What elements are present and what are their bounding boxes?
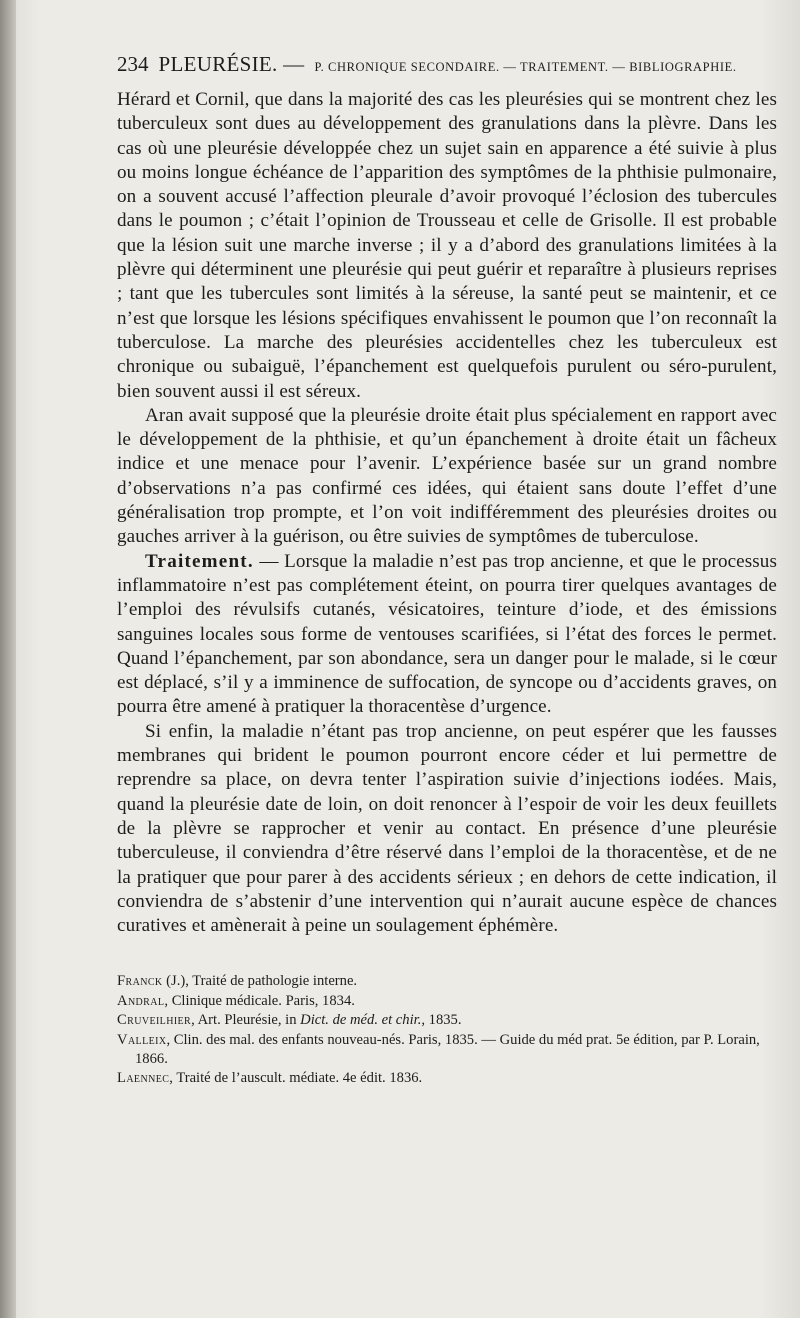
bib-text-end: , 1835.: [421, 1012, 462, 1029]
bib-text: , Traité de l’auscult. médiate. 4e édit. 1836.: [169, 1070, 423, 1087]
bib-author: Andral: [117, 992, 165, 1009]
bib-text: , Art. Pleurésie, in: [191, 1012, 301, 1029]
bib-entry: [117, 1069, 777, 1088]
paragraph-continued: Hérard et Cornil, que dans la majorité des cas les pleurésies qui se montrent chez les tuberculeux sont dues au développement des granulations dans la plèvre. Dans les cas où une pleurésie développée chez un sujet sain en apparence a été suivie à plus ou moins longue échéance de l’apparition des symptômes de la phthisie pulmonaire, on a souvent accusé l’affection pleurale d’avoir provoqué l’éclosion des tubercules dans le poumon ; c’était l’opinion de Trousseau et celle de Grisolle. Il est probable que la lésion suit une marche inverse ; il y a d’abord des granulations limitées à la plèvre qui déterminent une pleurésie qui peut guérir et reparaître à plusieurs reprises ; tant que les tubercules sont limités à la séreuse, la santé peut se maintenir, et ce n’est que lorsque les lésions spécifiques envahissent le poumon que l’on reconnaît la tuberculose. La marche des pleurésies accidentelles chez les tuberculeux est chronique ou subaiguë, l’épanchement est quelquefois purulent ou séro-purulent, bien souvent aussi il est séreux.: [117, 89, 777, 402]
bibliography: [117, 972, 777, 1088]
bib-entry: [117, 992, 777, 1011]
bib-author: Valleix: [117, 1031, 167, 1048]
bib-text: , Clin. des mal. des enfants nouveau-nés. Paris, 1835. — Guide du méd prat. 5e édition, par P. Lorain, 1866.: [135, 1031, 760, 1068]
bib-journal: Dict. de méd. et chir.: [300, 1012, 422, 1029]
bib-entry: [117, 1011, 777, 1030]
page-number: 234: [117, 52, 149, 76]
paragraph-si-enfin: Si enfin, la maladie n’étant pas trop ancienne, on peut espérer que les fausses membranes qui brident le poumon pourront encore céder et lui permettre de reprendre sa place, on devra tenter l’aspiration suivie d’injections iodées. Mais, quand la pleurésie date de loin, on doit renoncer à l’espoir de voir les deux feuillets de la plèvre se rapprocher et venir au contact. En présence d’une pleurésie tuberculeuse, il conviendra d’être réservé dans l’emploi de la thoracentèse, et de ne la pratiquer que pour parer à des accidents sérieux ; en dehors de cette indication, il conviendra de s’abstenir d’une intervention qui n’aurait aucune espèce de chances curatives et amènerait à peine un soulagement éphémère.: [117, 720, 777, 937]
bib-entry: [117, 972, 777, 991]
book-spine-shadow: [0, 0, 16, 1318]
running-title: PLEURÉSIE. —: [158, 52, 305, 76]
running-header: [117, 52, 777, 84]
paragraph-traitement: [117, 550, 777, 720]
paragraph-traitement-text: — Lorsque la maladie n’est pas trop ancienne, et que le processus inflammatoire n’est pas complétement éteint, on pourra tirer quelques avantages de l’emploi des révulsifs cutanés, vésicatoires, teinture d’iode, et des émissions sanguines locales sous forme de ventouses scarifiées, si l’état des forces le permet. Quand l’épanchement, par son abondance, sera un danger pour le malade, si le cœur est déplacé, s’il y a imminence de suffocation, de syncope ou d’accidents graves, on pourra être amené à pratiquer la thoracentèse d’urgence.: [117, 550, 777, 718]
body-text: [117, 88, 777, 938]
bib-text: (J.), Traité de pathologie interne.: [162, 973, 358, 990]
bib-text: , Clinique médicale. Paris, 1834.: [164, 992, 355, 1009]
page-content: [117, 52, 777, 1089]
paragraph-aran: Aran avait supposé que la pleurésie droite était plus spécialement en rapport avec le développement de la phthisie, et qu’un épanchement à droite était un fâcheux indice et une menace pour l’avenir. L’expérience basée sur un grand nombre d’observations n’a pas confirmé ces idées, qui étaient sans doute l’effet d’une généralisation trop prompte, et l’on voit indifféremment des pleurésies droites ou gauches arriver à la guérison, ou être suivies de symptômes de tuberculose.: [117, 404, 777, 548]
bib-entry: [117, 1031, 777, 1070]
running-subtitle: P. CHRONIQUE SECONDAIRE. — TRAITEMENT. — BIBLIOGRAPHIE.: [314, 60, 737, 74]
bib-author: Laennec: [117, 1070, 170, 1087]
bib-author: Cruveilhier: [117, 1012, 192, 1029]
section-heading-traitement: Traitement.: [145, 550, 254, 572]
bib-author: Franck: [117, 973, 163, 990]
